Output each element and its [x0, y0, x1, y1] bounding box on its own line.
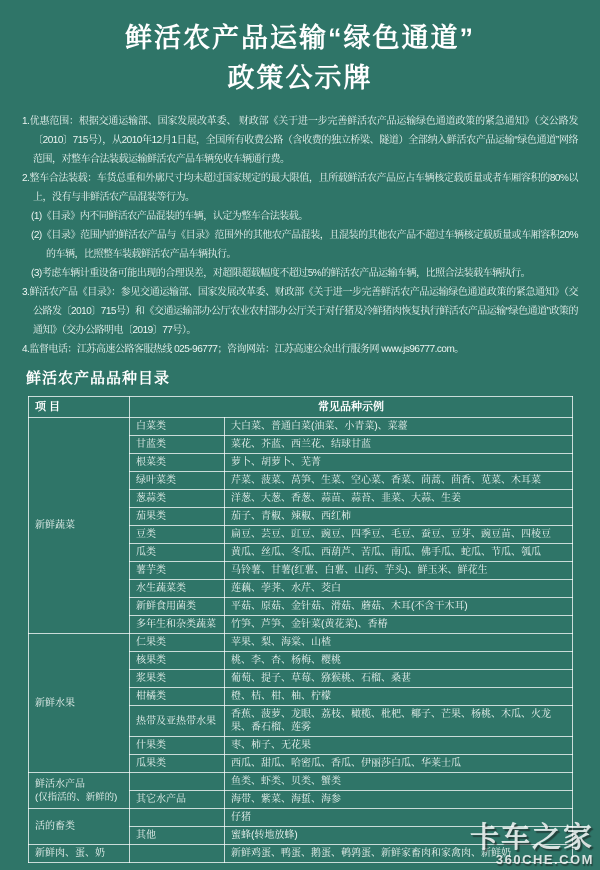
- examples-cell: 莲藕、荸荠、水芹、茭白: [225, 580, 573, 598]
- group-label-text: 活的畜类: [35, 821, 75, 832]
- examples-cell: 西瓜、甜瓜、哈密瓜、香瓜、伊丽莎白瓜、华莱士瓜: [225, 755, 573, 773]
- subcategory-cell: 薯芋类: [130, 562, 225, 580]
- subcategory-cell: 什果类: [130, 737, 225, 755]
- subcategory-cell: 浆果类: [130, 670, 225, 688]
- examples-cell: 芹菜、菠菜、莴笋、生菜、空心菜、香菜、茼蒿、茴香、苋菜、木耳菜: [225, 472, 573, 490]
- subcategory-cell: 新鲜食用菌类: [130, 598, 225, 616]
- subcategory-cell: 其他: [130, 827, 225, 845]
- subcategory-cell: 热带及亚热带水果: [130, 706, 225, 737]
- examples-cell: 萝卜、胡萝卜、芜菁: [225, 454, 573, 472]
- table-row: [29, 418, 573, 436]
- watermark: [470, 823, 594, 867]
- subcategory-cell: [130, 809, 225, 827]
- catalog-table: [28, 396, 573, 863]
- subcategory-cell: 绿叶菜类: [130, 472, 225, 490]
- examples-cell: 菜花、芥蓝、西兰花、结球甘蓝: [225, 436, 573, 454]
- watermark-domain: 360CHE.COM: [495, 852, 594, 868]
- subcategory-cell: 茄果类: [130, 508, 225, 526]
- examples-cell: 平菇、原菇、金针菇、滑菇、蘑菇、木耳(不含干木耳): [225, 598, 573, 616]
- subcategory-cell: 白菜类: [130, 418, 225, 436]
- catalog-title: 鲜活农产品品种目录: [26, 370, 171, 387]
- policy-item-1: 1.优惠范围：根据交通运输部、国家发展改革委、 财政部《关于进一步完善鲜活农产品运输绿色通道政策的紧急通知》（交公路发〔2010〕715号），从2010年12月1日起，全国所有收费公路（含收费的独立桥梁、隧道）全部纳入鲜活农产品运输“绿色通道”网络范围，对整车合法装载运输鲜活农产品车辆免收车辆通行费。: [22, 116, 578, 165]
- subcategory-cell: 水生蔬菜类: [130, 580, 225, 598]
- subcategory-cell: 核果类: [130, 652, 225, 670]
- examples-cell: 大白菜、普通白菜(油菜、小青菜)、菜薹: [225, 418, 573, 436]
- subcategory-cell: [130, 773, 225, 791]
- examples-cell: 鱼类、虾类、贝类、蟹类: [225, 773, 573, 791]
- subcategory-cell: 瓜果类: [130, 755, 225, 773]
- group-label: [29, 809, 130, 845]
- policy-item-4: 4.监督电话：江苏高速公路客服热线 025-96777；咨询网站：江苏高速公众出行服务网 www.js96777.com。: [22, 344, 464, 355]
- page-title-line2: 政策公示牌: [227, 63, 373, 93]
- examples-cell: 茄子、青椒、辣椒、西红柿: [225, 508, 573, 526]
- policy-item-2: 2.整车合法装载：车货总重和外廓尺寸均未超过国家规定的最大限值，且所载鲜活农产品应占车辆核定载质量或者车厢容积的80%以上，没有与非鲜活农产品混装等行为。: [22, 173, 578, 203]
- examples-cell: 马铃薯、甘薯(红薯、白薯、山药、芋头)、鲜玉米、鲜花生: [225, 562, 573, 580]
- catalog-header-item: 项 目: [29, 397, 130, 418]
- subcategory-cell: 豆类: [130, 526, 225, 544]
- subcategory-cell: [130, 845, 225, 863]
- catalog-header-examples: 常见品种示例: [130, 397, 573, 418]
- subcategory-cell: 其它水产品: [130, 791, 225, 809]
- page-title: [0, 0, 600, 98]
- group-label: [29, 773, 130, 809]
- examples-cell: 扁豆、芸豆、豇豆、豌豆、四季豆、毛豆、蚕豆、豆芽、豌豆苗、四棱豆: [225, 526, 573, 544]
- policy-list: [22, 112, 578, 359]
- examples-cell: 洋葱、大葱、香葱、蒜苗、蒜苔、韭菜、大蒜、生姜: [225, 490, 573, 508]
- group-label-text: 新鲜肉、蛋、奶: [35, 848, 105, 859]
- group-label-note: (仅指活的、新鲜的): [35, 791, 118, 803]
- table-row: [29, 773, 573, 791]
- table-row: [29, 634, 573, 652]
- policy-item-2-sub-1: (1)《目录》内不同鲜活农产品混装的车辆，认定为整车合法装载。: [31, 211, 308, 222]
- examples-cell: 桃、李、杏、杨梅、樱桃: [225, 652, 573, 670]
- examples-cell: 枣、柿子、无花果: [225, 737, 573, 755]
- subcategory-cell: 柑橘类: [130, 688, 225, 706]
- subcategory-cell: 根菜类: [130, 454, 225, 472]
- examples-cell: 新鲜鸡蛋、鸭蛋、鹅蛋、鹌鹑蛋、新鲜家畜肉和家禽肉、新鲜奶: [225, 845, 573, 863]
- catalog-header-row: [29, 397, 573, 418]
- examples-cell: 苹果、梨、海棠、山楂: [225, 634, 573, 652]
- examples-cell: 香蕉、菠萝、龙眼、荔枝、橄榄、枇杷、椰子、芒果、杨桃、木瓜、火龙果、番石榴、莲雾: [225, 706, 573, 737]
- subcategory-cell: 甘蓝类: [130, 436, 225, 454]
- subcategory-cell: 瓜类: [130, 544, 225, 562]
- examples-cell: 葡萄、提子、草莓、猕猴桃、石榴、桑葚: [225, 670, 573, 688]
- group-label-text: 新鲜水果: [35, 697, 75, 709]
- group-label-text: 新鲜蔬菜: [35, 520, 75, 531]
- watermark-brand: 卡车之家: [469, 821, 594, 854]
- examples-cell: 蜜蜂(转地放蜂): [225, 827, 573, 845]
- group-label-text: 鲜活水产品: [35, 778, 85, 790]
- policy-item-3: 3.鲜活农产品《目录》：参见交通运输部、国家发展改革委、财政部《关于进一步完善鲜活农产品运输绿色通道政策的紧急通知》（交公路发〔2010〕715号）和《交通运输部办公厅农业农村部办公厅关于对仔猪及冷鲜猪肉恢复执行鲜活农产品运输“绿色通道”政策的通知》（交办公路明电〔2019〕77号）。: [22, 287, 578, 336]
- examples-cell: 黄瓜、丝瓜、冬瓜、西葫芦、苦瓜、南瓜、佛手瓜、蛇瓜、节瓜、瓠瓜: [225, 544, 573, 562]
- subcategory-cell: 多年生和杂类蔬菜: [130, 616, 225, 634]
- page-title-line1: 鲜活农产品运输“绿色通道”: [125, 23, 475, 53]
- group-label: [29, 845, 130, 863]
- policy-item-2-sub-2: (2)《目录》范围内的鲜活农产品与《目录》范围外的其他农产品混装，且混装的其他农产品不超过车辆核定载质量或车厢容积20%的车辆，比照整车装载鲜活农产品车辆执行。: [31, 230, 578, 260]
- examples-cell: 仔猪: [225, 809, 573, 827]
- examples-cell: 海带、紫菜、海蜇、海参: [225, 791, 573, 809]
- examples-cell: 橙、桔、柑、柚、柠檬: [225, 688, 573, 706]
- subcategory-cell: 葱蒜类: [130, 490, 225, 508]
- group-label: [29, 634, 130, 773]
- group-label: [29, 418, 130, 634]
- policy-item-2-sub-3: (3)考虑车辆计重设备可能出现的合理误差，对超限超载幅度不超过5%的鲜活农产品运输车辆，比照合法装载车辆执行。: [31, 268, 531, 279]
- examples-cell: 竹笋、芦笋、金针菜(黄花菜)、香椿: [225, 616, 573, 634]
- subcategory-cell: 仁果类: [130, 634, 225, 652]
